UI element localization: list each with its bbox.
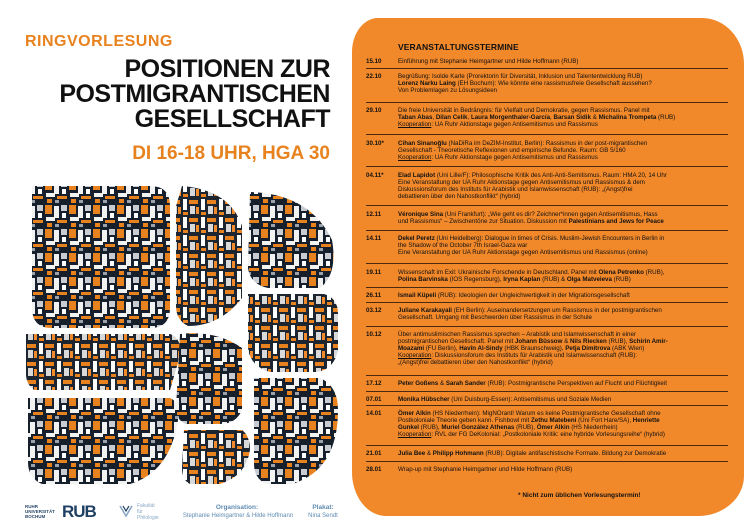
event-row — [366, 307, 736, 321]
event-divider — [366, 445, 728, 446]
event-date: 04.11* — [366, 172, 384, 179]
event-text: Eine Veranstaltung der UA Ruhr Aktionstage gegen Antisemitismus und Rassismus (online) — [398, 249, 648, 256]
event-text: (HS Niederrhein): MigNOrant! Warum es keine Postmigrantische Gesellschaft ohne — [430, 410, 661, 417]
event-text: (RUB) & — [540, 276, 567, 283]
faculty-logo-icon — [119, 504, 133, 518]
event-text: (Uni Heidelberg): Dialogue in times of Crisis. Muslim-Jewish Encounters in Berlin in — [434, 235, 665, 242]
event-speaker: Cihan Sinanoğlu — [398, 140, 447, 147]
event-line — [398, 235, 736, 242]
event-divider — [366, 326, 728, 327]
event-description — [398, 331, 736, 366]
event-text: (EH Bochum): Wie könnte eine rassismusfreie Gesellschaft aussehen? — [455, 80, 652, 87]
event-text: (IOS Regensburg), — [447, 276, 504, 283]
event-divider — [366, 102, 728, 103]
event-date: 22.10 — [366, 73, 382, 80]
event-text: (RUB), — [606, 338, 630, 345]
event-row — [366, 331, 736, 366]
event-row — [366, 380, 736, 387]
university-name: RUHR UNIVERSITÄT BOCHUM — [25, 504, 56, 519]
event-speaker: Juliane Karakayali — [398, 307, 453, 314]
event-speaker: Schirin Amir- — [629, 338, 668, 345]
event-date: 28.01 — [366, 466, 382, 473]
event-speaker: Ismail Küpeli — [398, 292, 437, 299]
event-line — [398, 87, 736, 94]
event-line — [398, 331, 736, 338]
event-text: Diskussionsforum des Instituts für Arabistik und Islamwissenschaft (RUB): „(Angst)frei — [398, 186, 633, 193]
event-line — [398, 345, 736, 352]
event-speaker: Dekel Peretz — [398, 235, 435, 242]
event-speaker: Ömer Alkin — [398, 410, 431, 417]
event-text: & — [590, 114, 599, 121]
event-row — [366, 269, 736, 283]
event-speaker: Michalina Trompeta — [598, 114, 657, 121]
event-text: und Rassismus“ – Zwischentöne zur Situation. Diskussion mit — [398, 218, 569, 225]
event-text: (RUB), — [418, 424, 442, 431]
event-text: Die freie Universität in Bedrängnis: für Vielfalt und Demokratie, gegen Rassismus. Panel mit — [398, 107, 650, 114]
event-text: the Shadow of the October 7th Israel-Gaza war — [398, 242, 528, 249]
title-line-2: POSTMIGRANTISCHEN — [59, 80, 330, 108]
event-date: 07.01 — [366, 396, 382, 403]
event-text: (ABK Wien) — [610, 345, 645, 352]
event-description — [398, 58, 736, 65]
event-date: 10.12 — [366, 331, 382, 338]
event-description — [398, 107, 736, 128]
event-description — [398, 235, 736, 256]
event-date: 12.11 — [366, 211, 382, 218]
event-text: (HS Niederrhein) — [569, 424, 618, 431]
event-line — [398, 338, 736, 345]
event-divider — [366, 68, 728, 69]
event-row — [366, 58, 736, 65]
title-line-3: GESELLSCHAFT — [134, 105, 330, 133]
event-line — [398, 359, 736, 366]
event-text: Postkoloniale Theorie geben kann. Fishbowl mit — [398, 417, 531, 424]
event-description — [398, 410, 736, 438]
event-line — [398, 121, 736, 128]
event-row — [366, 140, 736, 161]
event-line — [398, 107, 736, 114]
event-speaker: Johann Büssow — [514, 338, 563, 345]
event-text: (RUB) — [611, 276, 631, 283]
event-text: Von Problemlagen zu Lösungsideen — [398, 87, 498, 94]
ring-label: RINGVORLESUNG — [25, 33, 173, 50]
event-speaker: Laura Morgenthaler-García — [470, 114, 551, 121]
event-date: 19.11 — [366, 269, 382, 276]
event-speaker: Polina Barvinska — [398, 276, 448, 283]
event-text: , — [467, 114, 471, 121]
event-text: (RUB): Postmigrantische Perspektiven auf Flucht und Flüchtigkeit — [485, 380, 667, 387]
event-text: Gesellschaft - Theoretische Reflexionen und empirische Befunde. Raum: GB 5/160 — [398, 147, 626, 154]
event-text: : RVL der FG DeKolonial: „Postkoloniale Kritik: eine hybride Vorlesungsreihe“ (hybrid) — [431, 431, 665, 438]
event-text: Einführung mit Stephanie Heimgartner und Hilde Hoffmann (RUB) — [398, 58, 579, 65]
event-text: Begrüßung: Isolde Karle (Prorektorin für Diversität, Inklusion und Talententwicklung RUB) — [398, 73, 643, 80]
event-line — [398, 147, 736, 154]
event-description — [398, 396, 736, 403]
event-speaker: Barsan Sidik — [553, 114, 591, 121]
event-text: Wrap-up mit Stephanie Heimgartner und Hilde Hoffmann (RUB) — [398, 466, 573, 473]
event-text: (Uni Lille/F): Philosophische Kritik des Anti-Anti-Semitismus. Raum: HMA 20, 14 Uhr — [435, 172, 667, 179]
footnote: * Nicht zum üblichen Vorlesungstermin! — [518, 492, 641, 499]
collage-shape-8 — [182, 430, 250, 484]
event-row — [366, 107, 736, 128]
event-row — [366, 466, 736, 473]
event-text: , — [432, 114, 436, 121]
event-text: (Uni Duisburg-Essen): Antisemitismus und Soziale Medien — [449, 396, 612, 403]
event-text: (Uni Fort Hare/SA), — [576, 417, 633, 424]
event-description — [398, 466, 736, 473]
event-line — [398, 172, 736, 179]
event-text: (Uni Frankfurt): „Wie geht es dir? Zeichner*innen gegen Antisemitismus, Hass — [443, 211, 658, 218]
event-line — [398, 179, 736, 186]
rub-logo-icon: RUB — [62, 502, 96, 521]
event-line — [398, 269, 736, 276]
event-text: : UA Ruhr Aktionstage gegen Antisemitismus und Rassismus — [431, 154, 598, 161]
event-speaker: Iryna Kaplan — [503, 276, 541, 283]
event-divider — [366, 134, 728, 135]
event-row — [366, 410, 736, 438]
event-speaker: Olena Petrenko — [598, 269, 644, 276]
event-divider — [366, 230, 728, 231]
event-divider — [366, 166, 728, 167]
event-date: 26.11 — [366, 292, 382, 299]
event-line — [398, 276, 736, 283]
event-line — [398, 58, 736, 65]
event-speaker: Lorenz Narku Laing — [398, 80, 456, 87]
collage-shape-7 — [28, 398, 178, 484]
event-speaker: Muriel González Athenas — [441, 424, 515, 431]
event-description — [398, 450, 736, 457]
event-line — [398, 193, 736, 200]
event-speaker: Julia Bee — [398, 450, 426, 457]
faculty-name: Fakultät für Philologie — [137, 503, 159, 521]
event-cooperation-label: Kooperation — [398, 352, 432, 359]
event-line — [398, 396, 736, 403]
event-line — [398, 314, 736, 321]
event-row — [366, 73, 736, 94]
event-text: : UA Ruhr Aktionstage gegen Antisemitismus und Rassismus — [431, 121, 598, 128]
event-text: (NaDiRa im DeZIM-Institut, Berlin): Rassismus in der post-migrantischen — [446, 140, 648, 147]
event-divider — [366, 405, 728, 406]
event-divider — [366, 287, 728, 288]
event-line — [398, 410, 736, 417]
event-description — [398, 269, 736, 283]
poster-designer: Nina Sendt — [308, 513, 338, 519]
event-line — [398, 292, 736, 299]
event-text: (EH Berlin): Auseinandersetzungen um Rassismus in der postmigrantischen — [452, 307, 662, 314]
event-description — [398, 172, 736, 200]
organisation-names: Stephanie Heimgartner & Hilde Hoffmann — [182, 513, 294, 519]
organisation-label: Organisation: — [215, 504, 259, 511]
event-description — [398, 307, 736, 321]
collage-artwork — [20, 180, 348, 490]
event-divider — [366, 205, 728, 206]
event-row — [366, 172, 736, 200]
event-description — [398, 73, 736, 94]
event-line — [398, 73, 736, 80]
event-text: postmigrantischen Gesellschaft. Panel mit — [398, 338, 515, 345]
event-date: 30.10* — [366, 140, 384, 147]
event-text: (RUB): Ideologien der Ungleichwertigkeit in der Migrationsgesellschaft — [436, 292, 630, 299]
event-text: Gesellschaft. Umgang mit Beschwerden über Rassismus in der Schule — [398, 314, 592, 321]
time-location: DI 16-18 UHR, HGA 30 — [132, 143, 330, 164]
event-text: debattieren über den Nahostkonflikt“ (hybrid) — [398, 193, 521, 200]
event-text: (RUB), — [514, 424, 537, 431]
event-text: (FU Berlin), — [424, 345, 460, 352]
event-text: (RUB) — [656, 114, 676, 121]
event-speaker: Nils Riecken — [569, 338, 607, 345]
event-speaker: Taban Abas — [398, 114, 433, 121]
event-text: & — [438, 380, 446, 387]
event-speaker: Philipp Hohmann — [432, 450, 484, 457]
event-text: (HBK Braunschweig), — [502, 345, 566, 352]
event-line — [398, 218, 736, 225]
collage-shape-3 — [248, 192, 334, 288]
event-line — [398, 80, 736, 87]
event-text: (RUB), — [643, 269, 665, 276]
event-speaker: Gunkel — [398, 424, 419, 431]
event-divider — [366, 391, 728, 392]
event-speaker: Elad Lapidot — [398, 172, 436, 179]
schedule-heading: VERANSTALTUNGSTERMINE — [398, 42, 519, 52]
event-line — [398, 380, 736, 387]
event-speaker: Véronique Sina — [398, 211, 444, 218]
event-line — [398, 211, 736, 218]
event-description — [398, 292, 736, 299]
page-title — [34, 57, 330, 132]
event-date: 17.12 — [366, 380, 382, 387]
event-line — [398, 140, 736, 147]
event-speaker: Ömer Alkin — [536, 424, 570, 431]
event-date: 29.10 — [366, 107, 382, 114]
event-text: , — [550, 114, 554, 121]
event-speaker: Monika Hübscher — [398, 396, 450, 403]
event-date: 03.12 — [366, 307, 382, 314]
event-text: Eine Veranstaltung der UA Ruhr Aktionstage gegen Antisemitismus und Rassismus & dem — [398, 179, 645, 186]
collage-shape-2 — [176, 186, 242, 326]
event-line — [398, 249, 736, 256]
event-speaker: Olga Matveieva — [566, 276, 612, 283]
event-speaker: Palestinians and Jews for Peace — [568, 218, 664, 225]
collage-shape-5 — [26, 334, 180, 390]
event-speaker: Henriette — [632, 417, 660, 424]
event-line — [398, 352, 736, 359]
collage-shape-9 — [254, 378, 338, 484]
event-text: & — [425, 450, 433, 457]
event-divider — [366, 263, 728, 264]
event-row — [366, 211, 736, 225]
event-line — [398, 450, 736, 457]
event-line — [398, 154, 736, 161]
event-line — [398, 431, 736, 438]
event-line — [398, 466, 736, 473]
event-text: : Diskussionsforum des Instituts für Arabistik und Islamwissenschaft (RUB): — [431, 352, 638, 359]
poster-label: Plakat: — [312, 504, 334, 511]
collage-shape-4 — [248, 294, 338, 372]
event-description — [398, 140, 736, 161]
event-speaker: Zethu Matebeni — [531, 417, 577, 424]
event-speaker: Moazami — [398, 345, 425, 352]
event-line — [398, 417, 736, 424]
event-cooperation-label: Kooperation — [398, 154, 432, 161]
event-divider — [366, 302, 728, 303]
event-text: „(Angst)frei debattieren über den Nahostkonflikt“ (hybrid) — [398, 359, 553, 366]
event-line — [398, 186, 736, 193]
collage-shape-1 — [32, 186, 170, 328]
event-description — [398, 211, 736, 225]
title-line-1: POSITIONEN ZUR — [124, 55, 330, 83]
event-text: Über antimuslimischen Rassismus sprechen – Arabistik und Islamwissenschaft in einer — [398, 331, 636, 338]
event-cooperation-label: Kooperation — [398, 431, 432, 438]
event-row — [366, 450, 736, 457]
event-date: 15.10 — [366, 58, 382, 65]
event-line — [398, 114, 736, 121]
event-speaker: Peter Goßens — [398, 380, 439, 387]
event-text: Wissenschaft im Exil: Ukrainische Forschende in Deutschland. Panel mit — [398, 269, 599, 276]
event-date: 14.01 — [366, 410, 382, 417]
event-cooperation-label: Kooperation — [398, 121, 432, 128]
event-line — [398, 242, 736, 249]
event-date: 14.11 — [366, 235, 382, 242]
event-speaker: Petja Dimitrova — [565, 345, 611, 352]
event-divider — [366, 375, 728, 376]
event-line — [398, 307, 736, 314]
collage-shape-6 — [176, 333, 242, 424]
event-text: & — [562, 338, 570, 345]
event-divider — [366, 461, 728, 462]
event-row — [366, 235, 736, 256]
event-date: 21.01 — [366, 450, 382, 457]
event-description — [398, 380, 736, 387]
event-speaker: Dilan Celik — [435, 114, 468, 121]
event-row — [366, 396, 736, 403]
event-text: (RUB): Digitale antifaschistische Formate. Bildung zur Demokratie — [483, 450, 667, 457]
event-speaker: Sarah Sander — [445, 380, 486, 387]
event-line — [398, 424, 736, 431]
event-row — [366, 292, 736, 299]
event-speaker: Havîn Al-Sindy — [459, 345, 503, 352]
